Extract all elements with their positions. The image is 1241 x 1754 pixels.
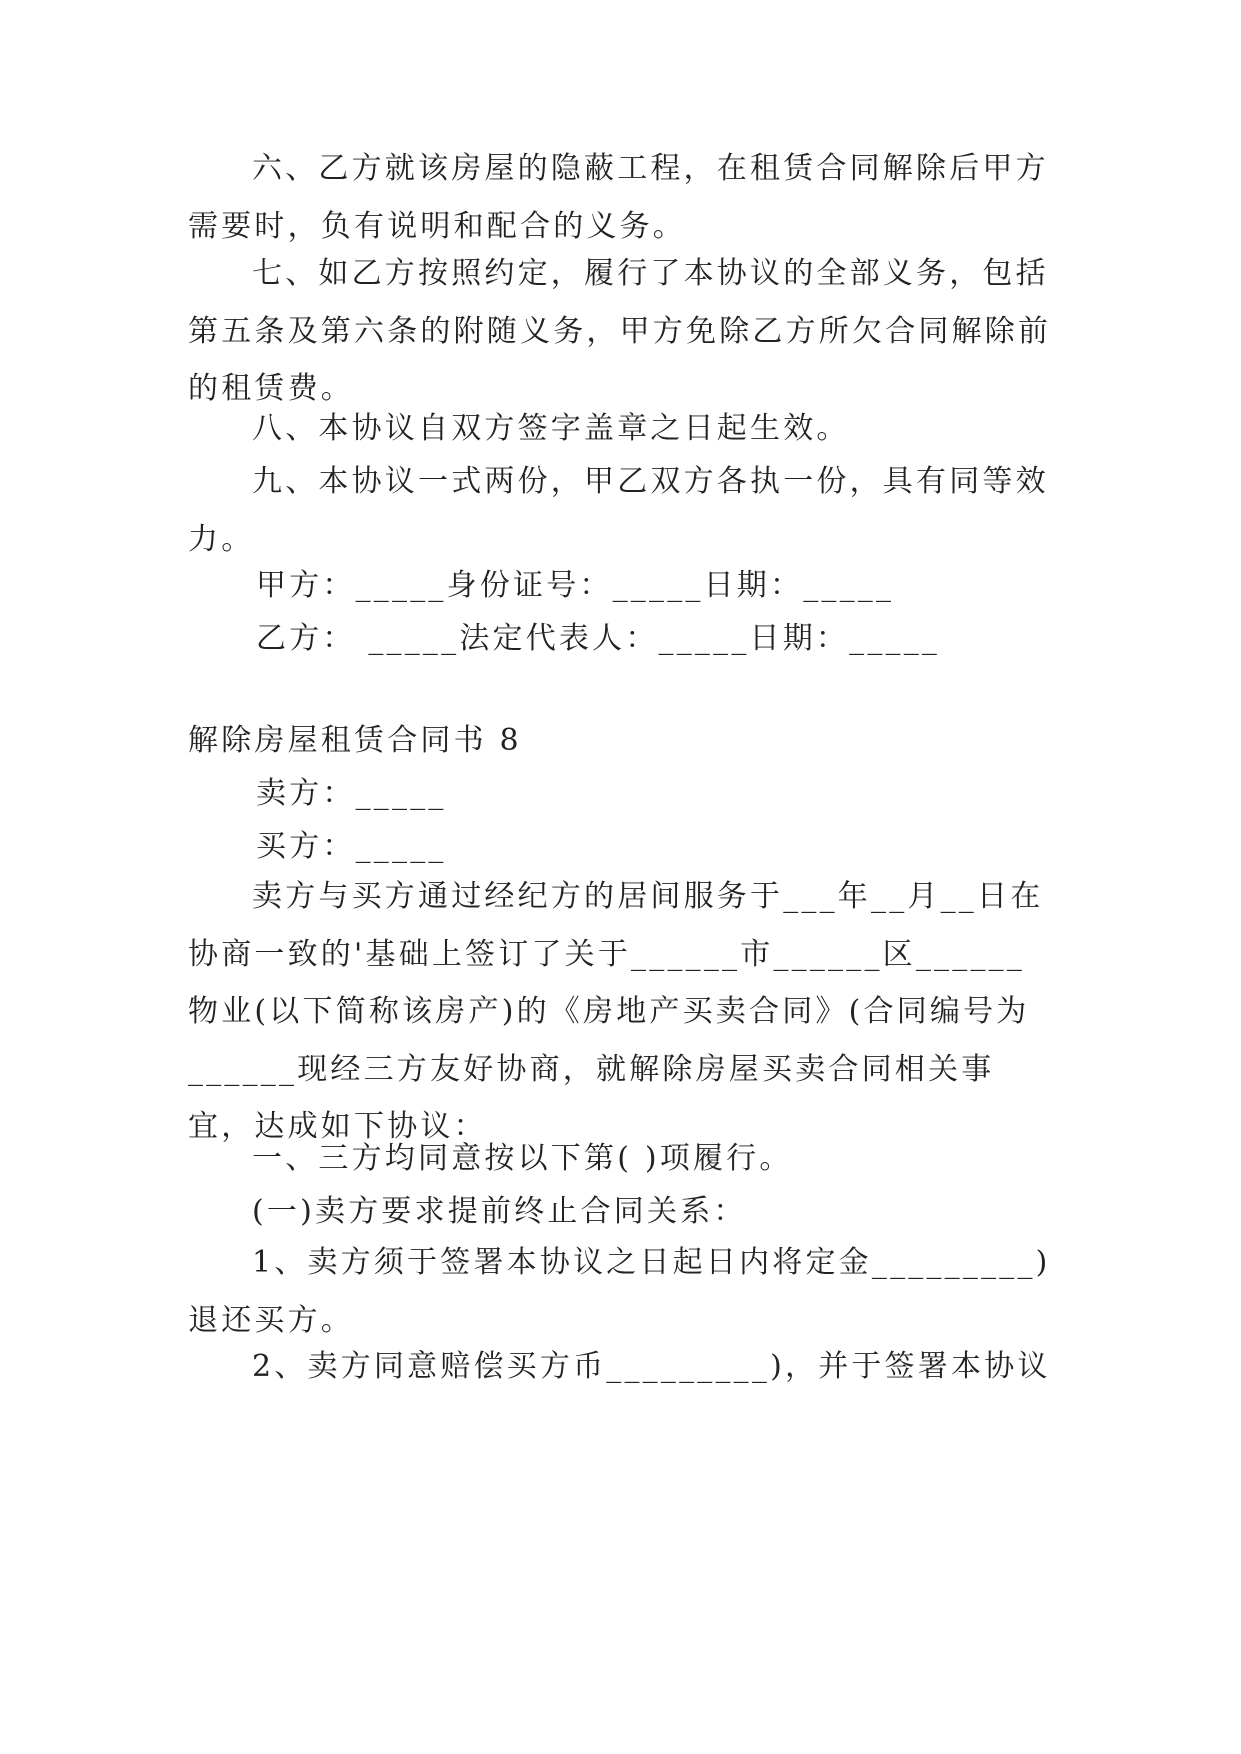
clause-refund-deposit: 1、卖方须于签署本协议之日起日内将定金_________)退还买方。 xyxy=(188,1245,1051,1338)
clause-nine: 九、本协议一式两份，甲乙双方各执一份，具有同等效力。 xyxy=(188,464,1049,557)
seller-line: 卖方：_____ xyxy=(256,776,447,811)
intro-paragraph: 卖方与买方通过经纪方的居间服务于___年__月__日在协商一致的'基础上签订了关于______市______区______物业(以下简称该房产)的《房地产买卖合同》(合同编号为______现经三方友好协商，就解除房屋买卖合同相关事宜，达成如下协议： xyxy=(188,879,1044,1144)
party-b-signature-line: 乙方： _____法定代表人：_____日期：_____ xyxy=(256,621,941,656)
clause-six: 六、乙方就该房屋的隐蔽工程，在租赁合同解除后甲方需要时，负有说明和配合的义务。 xyxy=(188,151,1049,244)
clause-eight: 八、本协议自双方签字盖章之日起生效。 xyxy=(252,411,850,446)
buyer-line: 买方：_____ xyxy=(256,829,447,864)
clause-compensation: 2、卖方同意赔偿买方币_________)，并于签署本协议 xyxy=(252,1349,1051,1384)
section-title: 解除房屋租赁合同书 8 xyxy=(188,723,522,758)
item-one: 一、三方均同意按以下第( )项履行。 xyxy=(252,1141,793,1176)
party-a-signature-line: 甲方：_____身份证号：_____日期：_____ xyxy=(256,568,895,603)
clause-seven: 七、如乙方按照约定，履行了本协议的全部义务，包括第五条及第六条的附随义务，甲方免除乙方所欠合同解除前的租赁费。 xyxy=(188,256,1052,406)
sub-item-one: (一)卖方要求提前终止合同关系： xyxy=(252,1194,747,1229)
